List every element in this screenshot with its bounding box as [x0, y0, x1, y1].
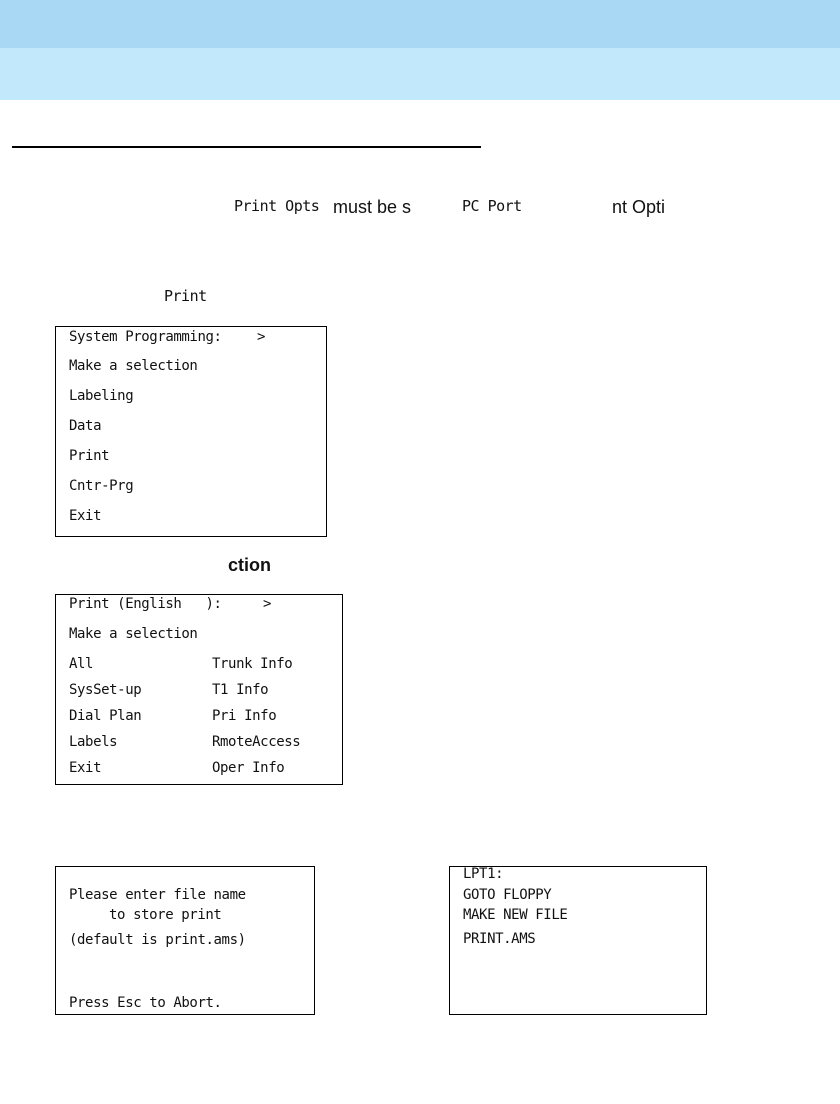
menu-item-sysset-up[interactable]: SysSet-up	[69, 682, 142, 698]
system-programming-screen	[55, 326, 327, 537]
screen-prompt: Make a selection	[69, 626, 198, 642]
arrow-indicator: >	[263, 596, 272, 612]
screen-title: System Programming:	[69, 329, 222, 345]
menu-item-data[interactable]: Data	[69, 418, 102, 434]
menu-item-dial-plan[interactable]: Dial Plan	[69, 708, 142, 724]
menu-item-exit[interactable]: Exit	[69, 508, 102, 524]
header-band-bottom	[0, 48, 840, 100]
print-menu-screen	[55, 594, 343, 785]
menu-item-print[interactable]: Print	[69, 448, 110, 464]
menu-item-all[interactable]: All	[69, 656, 94, 672]
menu-item-exit[interactable]: Exit	[69, 760, 102, 776]
screen-title: Print (English ):	[69, 596, 222, 612]
menu-item-t1-info[interactable]: T1 Info	[212, 682, 269, 698]
screen-prompt: Make a selection	[69, 358, 198, 374]
make-new-file-option[interactable]: MAKE NEW FILE	[463, 907, 568, 923]
step-print-label: Print	[164, 287, 207, 305]
paragraph-text: must be s	[333, 197, 412, 217]
menu-item-trunk-info[interactable]: Trunk Info	[212, 656, 293, 672]
menu-item-oper-info[interactable]: Oper Info	[212, 760, 285, 776]
print-opts-code: Print Opts	[234, 197, 320, 215]
file-browser-screen	[449, 866, 707, 1015]
menu-item-rmote-access[interactable]: RmoteAccess	[212, 734, 301, 750]
menu-item-labels[interactable]: Labels	[69, 734, 118, 750]
caption-selection: ction	[228, 555, 271, 575]
menu-item-cntr-prg[interactable]: Cntr-Prg	[69, 478, 134, 494]
menu-item-pri-info[interactable]: Pri Info	[212, 708, 277, 724]
menu-item-labeling[interactable]: Labeling	[69, 388, 134, 404]
paragraph-tail: nt Opti	[612, 197, 666, 217]
pc-port-code: PC Port	[462, 197, 522, 215]
default-file-line: (default is print.ams)	[69, 932, 246, 948]
file-entry[interactable]: PRINT.AMS	[463, 931, 536, 947]
file-name-prompt-screen	[55, 866, 315, 1015]
abort-hint: Press Esc to Abort.	[69, 995, 222, 1011]
prompt-line-2: to store print	[109, 907, 222, 923]
header-band-top	[0, 0, 840, 48]
section-rule	[12, 146, 481, 148]
arrow-indicator: >	[257, 329, 266, 345]
goto-floppy-option[interactable]: GOTO FLOPPY	[463, 887, 552, 903]
prompt-line-1: Please enter file name	[69, 887, 246, 903]
drive-label: LPT1:	[463, 866, 504, 882]
